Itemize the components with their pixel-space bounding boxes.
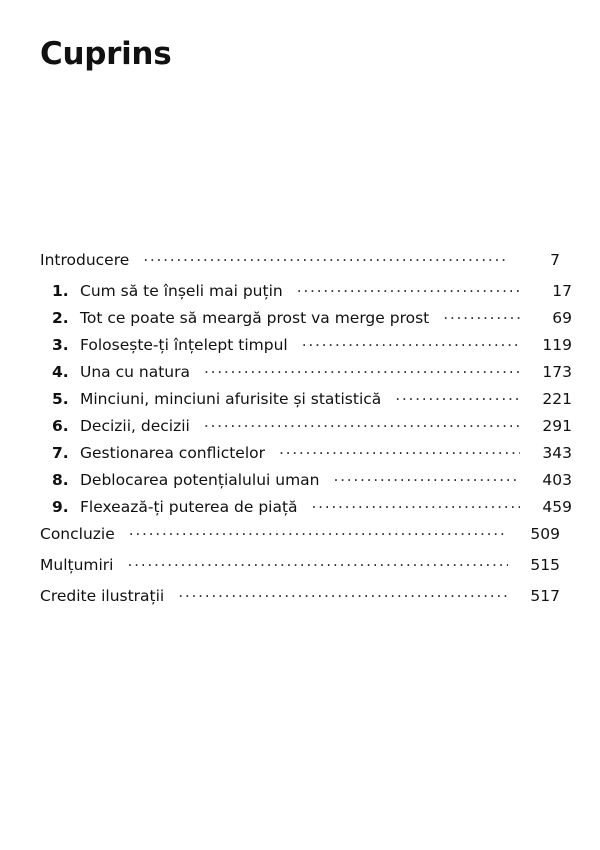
toc-entry-page-number: 69 <box>552 308 572 327</box>
toc-dot-leader <box>143 249 508 265</box>
toc-dot-leader <box>302 334 520 350</box>
toc-entry-label: Folosește-ți înțelept timpul <box>80 335 288 354</box>
toc-entry-label: Tot ce poate să meargă prost va merge prost <box>80 308 430 327</box>
toc-entry-label: Concluzie <box>40 524 115 543</box>
toc-entry-label: Una cu natura <box>80 362 190 381</box>
toc-entry-label: Flexează-ți puterea de piață <box>80 497 298 516</box>
toc-entry-number: 3. <box>52 335 69 354</box>
toc-entry[interactable] <box>40 469 572 496</box>
toc-entry[interactable] <box>40 496 572 523</box>
toc-entry-label: Gestionarea conflictelor <box>80 443 266 462</box>
toc-entry-page-number: 7 <box>550 250 560 269</box>
toc-entry-page-number: 517 <box>530 586 560 605</box>
table-of-contents <box>40 249 572 616</box>
toc-entry-label: Cum să te înșeli mai puțin <box>80 281 283 300</box>
toc-dot-leader <box>312 496 520 512</box>
toc-dot-leader <box>128 554 509 570</box>
toc-entry-number: 1. <box>52 281 69 300</box>
toc-entry-page-number: 17 <box>552 281 572 300</box>
toc-dot-leader <box>334 469 521 485</box>
toc-dot-leader <box>395 388 520 404</box>
toc-entry-page-number: 119 <box>542 335 572 354</box>
toc-entry-number: 4. <box>52 362 69 381</box>
toc-entry[interactable] <box>40 523 560 554</box>
toc-entry[interactable] <box>40 442 572 469</box>
toc-dot-leader <box>204 361 520 377</box>
toc-entry-page-number: 221 <box>542 389 572 408</box>
toc-entry-page-number: 515 <box>530 555 560 574</box>
toc-entry-page-number: 459 <box>542 497 572 516</box>
toc-entry-number: 2. <box>52 308 69 327</box>
toc-entry[interactable] <box>40 361 572 388</box>
toc-entry-page-number: 173 <box>542 362 572 381</box>
toc-entry[interactable] <box>40 585 560 616</box>
toc-entry-page-number: 509 <box>530 524 560 543</box>
toc-entry-number: 8. <box>52 470 69 489</box>
toc-entry[interactable] <box>40 307 572 334</box>
toc-entry[interactable] <box>40 249 560 280</box>
toc-entry-label: Mulțumiri <box>40 555 114 574</box>
toc-dot-leader <box>443 307 520 323</box>
toc-entry-label: Minciuni, minciuni afurisite și statistică <box>80 389 382 408</box>
toc-entry-page-number: 291 <box>542 416 572 435</box>
toc-entry[interactable] <box>40 334 572 361</box>
toc-dot-leader <box>178 585 508 601</box>
toc-entry-page-number: 403 <box>542 470 572 489</box>
toc-entry-page-number: 343 <box>542 443 572 462</box>
toc-dot-leader <box>204 415 520 431</box>
toc-entry[interactable] <box>40 388 572 415</box>
toc-dot-leader <box>279 442 520 458</box>
toc-entry-number: 5. <box>52 389 69 408</box>
toc-dot-leader <box>297 280 520 296</box>
toc-dot-leader <box>129 523 508 539</box>
toc-entry[interactable] <box>40 415 572 442</box>
toc-entry-number: 9. <box>52 497 69 516</box>
page-title: Cuprins <box>40 36 172 72</box>
toc-entry-number: 6. <box>52 416 69 435</box>
toc-entry-label: Deblocarea potențialului uman <box>80 470 320 489</box>
toc-entry[interactable] <box>40 280 572 307</box>
toc-entry-label: Decizii, decizii <box>80 416 190 435</box>
toc-entry-label: Introducere <box>40 250 130 269</box>
toc-entry-label: Credite ilustrații <box>40 586 165 605</box>
toc-entry-number: 7. <box>52 443 69 462</box>
toc-entry[interactable] <box>40 554 560 585</box>
